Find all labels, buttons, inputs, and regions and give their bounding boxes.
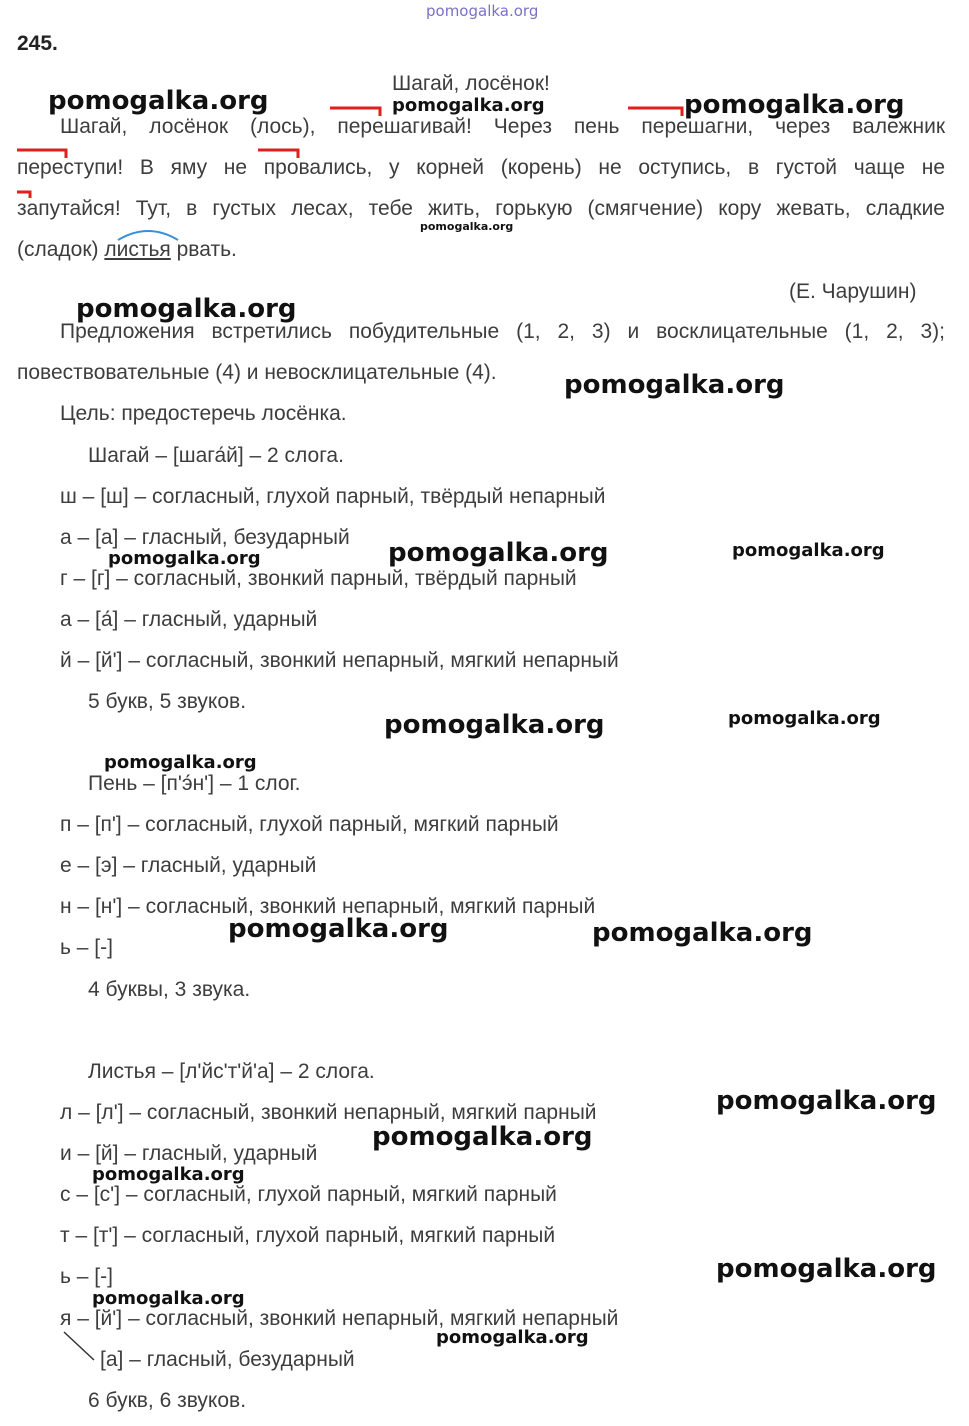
word1-row: а – [а́] – гласный, ударный — [60, 608, 318, 631]
word1-header: Шагай – [шага́й] – 2 слога. — [88, 444, 344, 467]
watermark: pomogalka.org — [420, 220, 514, 233]
watermark: pomogalka.org — [392, 95, 545, 116]
grammar-marks — [0, 0, 969, 300]
word3-row: л – [л'] – согласный, звонкий непарный, мягкий парный — [60, 1101, 597, 1124]
watermark: pomogalka.org — [388, 538, 609, 568]
watermark: pomogalka.org — [92, 1288, 245, 1309]
watermark: pomogalka.org — [728, 708, 881, 729]
word2-row: ь – [-] — [60, 936, 113, 959]
watermark: pomogalka.org — [92, 1164, 245, 1185]
paragraph-line-4-end: рвать. — [170, 238, 237, 261]
watermark: pomogalka.org — [104, 752, 257, 773]
watermark: pomogalka.org — [732, 540, 885, 561]
ending-mark-3 — [17, 150, 66, 158]
paragraph-line-3: запутайся! Тут, в густых лесах, тебе жить, горькую (смягчение) кору жевать, сладкие — [17, 197, 945, 220]
analysis-goal: Цель: предостеречь лосёнка. — [60, 402, 347, 425]
word1-row: г – [г] – согласный, звонкий парный, твёрдый парный — [60, 567, 577, 590]
word3-header: Листья – [л'йс'т'й'а] – 2 слога. — [88, 1060, 375, 1083]
watermark: pomogalka.org — [684, 90, 905, 120]
word2-row: н – [н'] – согласный, звонкий непарный, мягкий парный — [60, 895, 596, 918]
watermark: pomogalka.org — [372, 1122, 593, 1152]
watermark: pomogalka.org — [228, 914, 449, 944]
word3-row: т – [т'] – согласный, глухой парный, мягкий парный — [60, 1224, 556, 1247]
word2-row: п – [п'] – согласный, глухой парный, мягкий парный — [60, 813, 559, 836]
word3-row: я – [й'] – согласный, звонкий непарный, мягкий непарный — [60, 1307, 619, 1330]
watermark: pomogalka.org — [48, 86, 269, 116]
watermark: pomogalka.org — [564, 370, 785, 400]
word1-row: а – [а] – гласный, безударный — [60, 526, 350, 549]
author: (Е. Чарушин) — [789, 280, 917, 303]
analysis-line-1: Предложения встретились побудительные (1, 2, 3) и восклицательные (1, 2, 3); — [60, 320, 945, 343]
root-arc — [118, 231, 178, 240]
watermark: pomogalka.org — [384, 710, 605, 740]
paragraph-line-1: Шагай, лосёнок (лось), перешагивай! Через пень перешагни, через валежник — [60, 115, 945, 138]
word3-row: с – [с'] – согласный, глухой парный, мягкий парный — [60, 1183, 557, 1206]
word3-row: ь – [-] — [60, 1265, 113, 1288]
word2-summary: 4 буквы, 3 звука. — [88, 978, 251, 1001]
exercise-number: 245. — [17, 32, 58, 55]
analysis-line-2: повествовательные (4) и невосклицательные (4). — [17, 361, 497, 384]
word1-row: ш – [ш] – согласный, глухой парный, твёрдый непарный — [60, 485, 606, 508]
word1-row: й – [й'] – согласный, звонкий непарный, мягкий непарный — [60, 649, 619, 672]
watermark: pomogalka.org — [76, 294, 297, 324]
ending-mark-5 — [17, 192, 30, 198]
ending-mark-4 — [258, 150, 298, 158]
connector-line — [62, 1330, 102, 1370]
word-listya: листья — [104, 238, 171, 261]
watermark: pomogalka.org — [436, 1327, 589, 1348]
word2-header: Пень – [п'э́н'] – 1 слог. — [88, 772, 301, 795]
watermark-top: pomogalka.org — [426, 2, 539, 20]
word2-row: е – [э] – гласный, ударный — [60, 854, 317, 877]
ending-mark-2 — [628, 108, 682, 116]
paragraph-line-2: переступи! В яму не провались, у корней (корень) не оступись, в густой чаще не — [17, 156, 945, 179]
watermark: pomogalka.org — [592, 918, 813, 948]
watermark: pomogalka.org — [716, 1254, 937, 1284]
watermark: pomogalka.org — [108, 548, 261, 569]
paragraph-line-4-start: (сладок) — [17, 238, 105, 261]
word3-row: [а] – гласный, безударный — [100, 1348, 355, 1371]
ending-mark-1 — [330, 108, 380, 116]
watermark: pomogalka.org — [716, 1086, 937, 1116]
text-title: Шагай, лосёнок! — [392, 72, 550, 95]
word3-summary: 6 букв, 6 звуков. — [88, 1389, 247, 1412]
word1-summary: 5 букв, 5 звуков. — [88, 690, 247, 713]
word3-row: и – [й] – гласный, ударный — [60, 1142, 318, 1165]
